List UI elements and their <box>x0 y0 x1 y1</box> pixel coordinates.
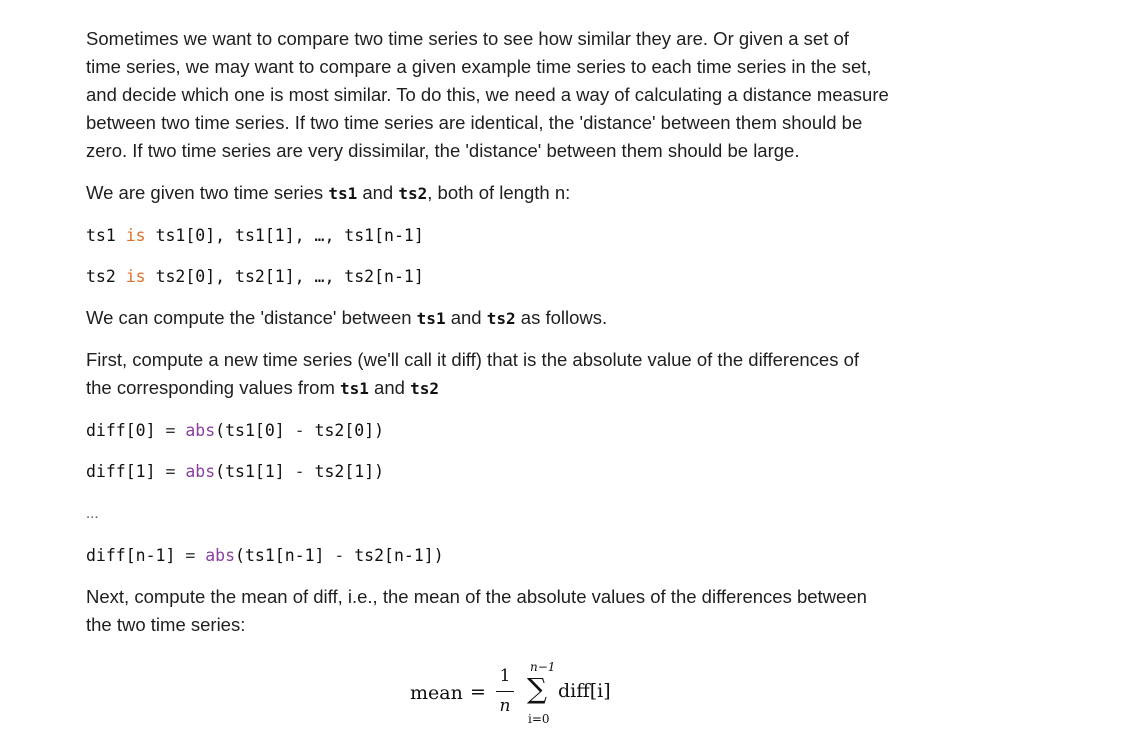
code-equals: = <box>185 546 196 565</box>
code-minus: - <box>334 546 345 565</box>
code-diff-0-args: (ts1[0] <box>215 421 285 440</box>
code-keyword-is: is <box>125 267 146 286</box>
code-keyword-is: is <box>125 226 146 245</box>
inline-code-ts1: ts1 <box>340 379 369 398</box>
inline-code-ts1: ts1 <box>416 309 446 328</box>
inline-code-ts2: ts2 <box>410 379 439 398</box>
first-line-2-prefix: the corresponding values from <box>86 377 340 398</box>
formula-summand: diff[i] <box>558 680 611 702</box>
formula-fraction-numerator: 1 <box>499 666 511 686</box>
compute-paragraph <box>86 304 607 333</box>
compute-and: and <box>445 307 487 328</box>
code-equals: = <box>165 462 176 481</box>
code-ts1-definition <box>86 225 424 247</box>
formula-sum-lower-limit: i=0 <box>528 712 550 726</box>
intro-line-1: Sometimes we want to compare two time series to see how similar they are. Or given a set of <box>86 28 849 49</box>
code-diff-0-lhs: diff[0] <box>86 421 156 440</box>
code-diff-n-1-lhs: diff[n-1] <box>86 546 176 565</box>
intro-line-3: and decide which one is most similar. To do this, we need a way of calculating a distance measure <box>86 84 889 105</box>
code-diff-1-rhs: ts2[1]) <box>314 462 385 481</box>
formula-sum-upper-limit: n−1 <box>530 660 556 674</box>
first-and: and <box>368 377 411 398</box>
code-ts2-name: ts2 <box>86 267 116 286</box>
next-line-2: the two time series: <box>86 614 246 635</box>
code-abs-function: abs <box>185 421 216 440</box>
code-diff-0-rhs: ts2[0]) <box>314 421 385 440</box>
compute-suffix: as follows. <box>515 307 608 328</box>
code-ts2-values: ts2[0], ts2[1], …, ts2[n-1] <box>155 267 424 286</box>
formula-equals: = <box>470 681 486 703</box>
code-abs-function: abs <box>185 462 216 481</box>
first-line-1: First, compute a new time series (we'll call it diff) that is the absolute value of the differences of <box>86 349 860 370</box>
code-diff-1-lhs: diff[1] <box>86 462 156 481</box>
code-diff-0 <box>86 420 384 442</box>
code-ts1-values: ts1[0], ts1[1], …, ts1[n-1] <box>155 226 424 245</box>
code-equals: = <box>165 421 176 440</box>
mean-formula <box>410 660 650 735</box>
inline-code-ts1: ts1 <box>328 184 358 203</box>
code-diff-n-1 <box>86 545 444 567</box>
code-diff-n-1-args: (ts1[n-1] <box>235 546 325 565</box>
given-suffix: , both of length n: <box>427 182 571 203</box>
next-line-1: Next, compute the mean of diff, i.e., the mean of the absolute values of the differences between <box>86 586 867 607</box>
intro-line-2: time series, we may want to compare a given example time series to each time series in the set, <box>86 56 872 77</box>
code-ts2-definition <box>86 266 424 288</box>
formula-mean-label: mean <box>410 682 463 704</box>
formula-fraction-denominator: n <box>499 696 511 716</box>
code-diff-1 <box>86 461 384 483</box>
given-prefix: We are given two time series <box>86 182 329 203</box>
code-ts1-name: ts1 <box>86 226 116 245</box>
formula-fraction-bar <box>496 691 514 692</box>
given-and: and <box>357 182 399 203</box>
code-ellipsis: ... <box>86 505 99 522</box>
formula-sum-symbol: ∑ <box>527 672 547 705</box>
inline-code-ts2: ts2 <box>398 184 428 203</box>
code-diff-1-args: (ts1[1] <box>215 462 285 481</box>
compute-prefix: We can compute the 'distance' between <box>86 307 417 328</box>
intro-line-4: between two time series. If two time series are identical, the 'distance' between them should be <box>86 112 863 133</box>
inline-code-ts2: ts2 <box>486 309 516 328</box>
code-minus: - <box>294 421 305 440</box>
code-abs-function: abs <box>205 546 236 565</box>
intro-line-5: zero. If two time series are very dissimilar, the 'distance' between them should be large. <box>86 140 800 161</box>
code-minus: - <box>294 462 305 481</box>
code-diff-n-1-rhs: ts2[n-1]) <box>354 546 444 565</box>
first-line-2 <box>86 374 439 403</box>
given-paragraph <box>86 179 570 208</box>
